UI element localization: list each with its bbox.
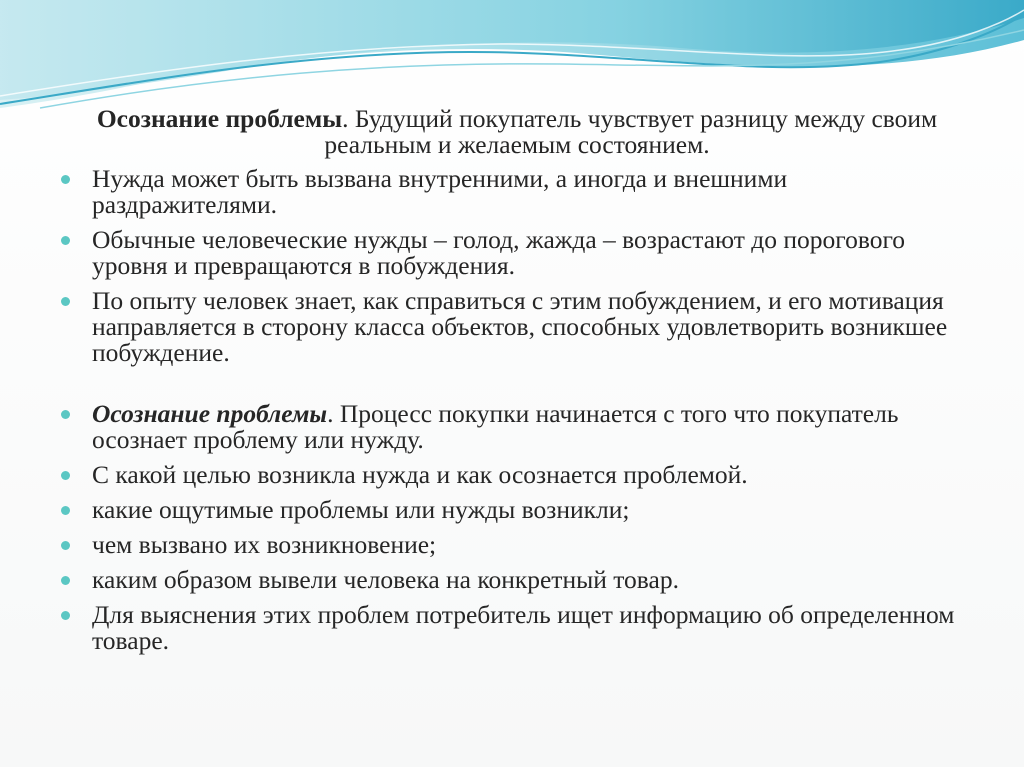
intro-rest: . Будущий покупатель чувствует разницу между своим реальным и желаемым состоянием. [324, 104, 938, 159]
list-item-text: По опыту человек знает, как справиться с этим побуждением, и его мотивация направляется в сторону класса объектов, способных удовлетворить возникшее побуждение. [92, 286, 948, 367]
list-item-text: . Процесс покупки начинается с того что покупатель осознает проблему или нужду. [92, 399, 899, 454]
list-item-text: Для выяснения этих проблем потребитель ищет информацию об определенном товаре. [92, 600, 955, 655]
bullet-icon [61, 506, 70, 515]
list-item [58, 567, 978, 593]
list-item [58, 227, 978, 279]
list-item-text: С какой целью возникла нужда и как осознается проблемой. [92, 460, 748, 489]
bullet-icon [61, 175, 70, 184]
list-item [58, 602, 978, 654]
spacer [58, 375, 978, 401]
bullet-icon [61, 576, 70, 585]
list-item-text: чем вызвано их возникновение; [92, 530, 437, 559]
slide-content [58, 106, 978, 663]
bullet-icon [61, 611, 70, 620]
list-item-lead: Осознание проблемы [92, 399, 328, 428]
bullet-icon [61, 471, 70, 480]
list-item-text: какие ощутимые проблемы или нужды возникли; [92, 495, 630, 524]
list-item [58, 462, 978, 488]
bullet-icon [61, 410, 70, 419]
list-item [58, 166, 978, 218]
bullet-icon [61, 236, 70, 245]
intro-lead: Осознание проблемы [96, 104, 343, 133]
wave-decoration [0, 0, 1024, 120]
bullet-icon [61, 297, 70, 306]
list-item [58, 532, 978, 558]
list-item-text: каким образом вывели человека на конкретный товар. [92, 565, 679, 594]
list-item [58, 401, 978, 453]
list-item [58, 497, 978, 523]
list-item [58, 288, 978, 366]
intro-paragraph [96, 106, 978, 158]
bullet-icon [61, 541, 70, 550]
list-item-text: Обычные человеческие нужды – голод, жажда – возрастают до порогового уровня и превращаются в побуждения. [92, 225, 906, 280]
list-item-text: Нужда может быть вызвана внутренними, а иногда и внешними раздражителями. [92, 164, 788, 219]
